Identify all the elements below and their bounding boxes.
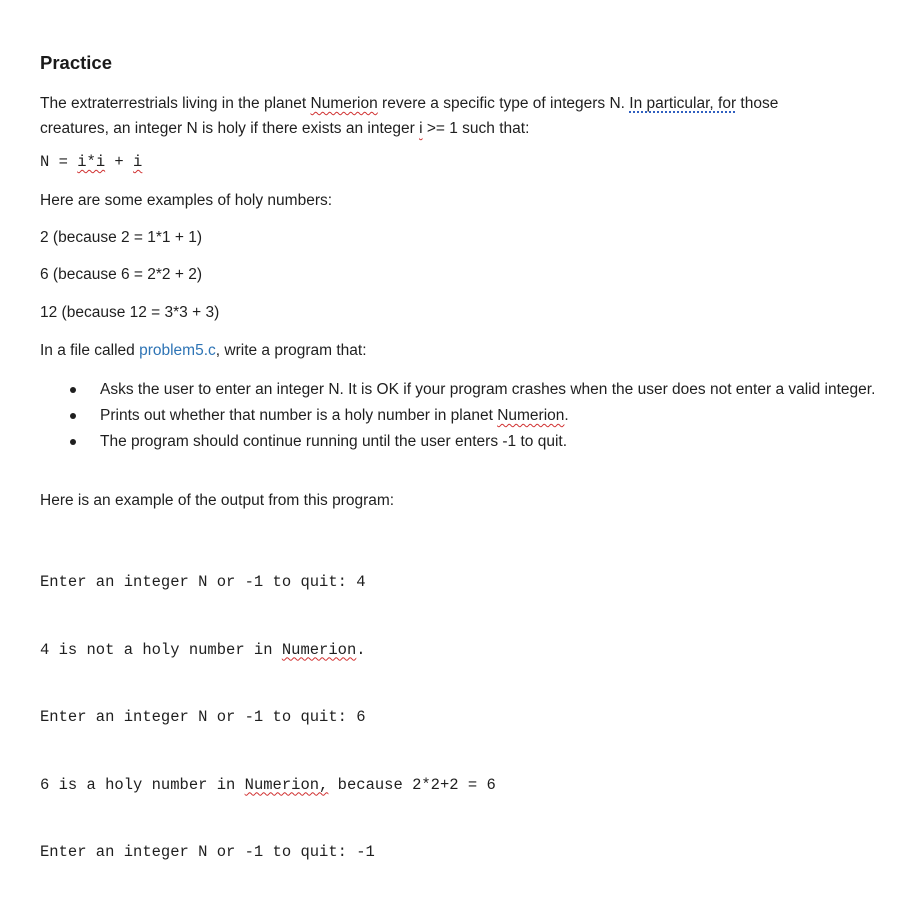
example-line: 2 (because 2 = 1*1 + 1) <box>40 229 203 246</box>
list-item-text: Asks the user to enter an integer N. It is OK if your program crashes when the user does not enter a valid integer. <box>100 381 876 398</box>
list-item-text: . <box>564 407 569 424</box>
formula-term: i*i <box>77 153 106 171</box>
intro-text: creatures, an integer N is holy if there exists an integer <box>40 120 420 137</box>
list-item <box>40 404 890 428</box>
intro-paragraph <box>40 91 870 141</box>
intro-text: >= 1 such that: <box>422 120 530 137</box>
spell-flag-i: i <box>419 120 423 137</box>
output-text: . <box>356 640 366 659</box>
spell-flag-numerion: Numerion <box>281 640 357 659</box>
list-item <box>40 378 890 402</box>
file-instruction <box>40 342 367 360</box>
output-text: 6 is a holy number in <box>40 775 245 794</box>
spell-flag-numerion: Numerion <box>497 407 565 424</box>
bullet-icon <box>70 387 76 393</box>
intro-text: those <box>736 95 779 112</box>
sample-output <box>40 526 496 909</box>
requirements-list <box>40 378 890 456</box>
instruction-text: In a file called <box>40 342 140 359</box>
output-text: because 2*2+2 = 6 <box>328 775 496 794</box>
examples-heading: Here are some examples of holy numbers: <box>40 192 333 209</box>
output-heading: Here is an example of the output from this program: <box>40 492 395 509</box>
output-line <box>40 639 496 662</box>
formula-text: + <box>105 153 134 171</box>
instruction-text: , write a program that: <box>215 342 367 359</box>
bullet-icon <box>70 413 76 419</box>
example-line: 6 (because 6 = 2*2 + 2) <box>40 266 203 283</box>
spell-flag-numerion: Numerion <box>310 95 378 112</box>
spell-flag-numerion: Numerion, <box>244 775 329 794</box>
formula-text: N = <box>40 153 78 171</box>
output-line: Enter an integer N or -1 to quit: -1 <box>40 843 375 861</box>
output-line <box>40 774 496 797</box>
output-text: 4 is not a holy number in <box>40 640 282 659</box>
intro-text: The extraterrestrials living in the planet <box>40 95 311 112</box>
formula <box>40 153 142 171</box>
output-line: Enter an integer N or -1 to quit: 4 <box>40 573 366 591</box>
list-item-text: The program should continue running until the user enters -1 to quit. <box>100 433 567 450</box>
intro-text: revere a specific type of integers N. <box>377 95 630 112</box>
file-name: problem5.c <box>139 342 216 359</box>
list-item <box>40 430 890 454</box>
example-line: 12 (because 12 = 3*3 + 3) <box>40 304 220 321</box>
output-line: Enter an integer N or -1 to quit: 6 <box>40 708 366 726</box>
section-title: Practice <box>40 52 112 73</box>
formula-term: i <box>133 153 143 171</box>
bullet-icon <box>70 439 76 445</box>
grammar-flag-in-particular: In particular, for <box>629 95 737 112</box>
list-item-text: Prints out whether that number is a holy number in planet <box>100 407 498 424</box>
